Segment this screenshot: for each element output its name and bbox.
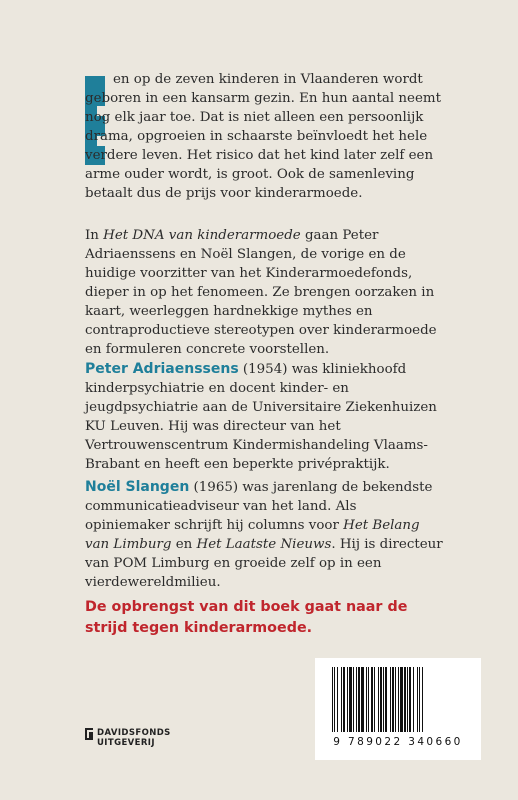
barcode-bar: [332, 667, 333, 732]
barcode-bar: [349, 667, 352, 732]
newspaper-title: Het Laatste Nieuws: [196, 537, 332, 552]
barcode-bar: [409, 667, 411, 732]
barcode-bar: [341, 667, 342, 732]
barcode-bar: [390, 667, 391, 732]
publisher-mark-icon: [85, 728, 93, 740]
publisher-name: [97, 728, 171, 748]
barcode-bar: [334, 667, 335, 732]
book-title: Het DNA van kinderarmoede: [103, 228, 301, 243]
barcode-bar: [366, 667, 367, 732]
barcode-bar: [392, 667, 394, 732]
newspaper-title: Het Belang van Limburg: [85, 518, 420, 552]
closing-statement: De opbrengst van dit boek gaat naar de strijd tegen kinderarmoede.: [85, 599, 408, 636]
barcode-bar: [353, 667, 354, 732]
isbn-number: 9 789022 340660: [333, 736, 463, 748]
author-bio-slangen: [85, 478, 445, 592]
barcode-bar: [422, 667, 423, 732]
author-bio-text: en: [171, 537, 197, 552]
author-bio-adriaenssens: [85, 360, 445, 474]
barcode: [315, 658, 481, 760]
author-bio-text: (1954) was kliniekhoofd kinderpsychiatrie en docent kinder- en jeugdpsychiatrie aan de Universitaire Ziekenhuizen KU Leuven. Hij was directeur van het Vertrouwenscentrum Kindermishandeling Vlaams-Brabant en heeft een beperkte privépraktijk.: [85, 362, 437, 472]
author-bio-text: . Hij is directeur van POM Limburg en groeide zelf op in een vierdewereldmilieu.: [85, 537, 443, 590]
barcode-bar: [385, 667, 387, 732]
barcode-bar: [371, 667, 373, 732]
barcode-bar: [337, 667, 338, 732]
barcode-bar: [404, 667, 406, 732]
publisher-line1: DAVIDSFONDS: [97, 728, 171, 738]
barcode-bar: [398, 667, 399, 732]
barcode-bar: [368, 667, 369, 732]
author-name: Peter Adriaenssens: [85, 361, 239, 377]
barcode-bar: [378, 667, 379, 732]
summary-text: gaan Peter Adriaenssens en Noël Slangen, de vorige en de huidige voorzitter van het Kinderarmoedefonds, dieper in op het fenomeen. Ze brengen oorzaken in kaart, weerleggen hardnekkige mythes en contraproductieve stereotypen over kinderarmoede en formuleren concrete voorstellen.: [85, 228, 437, 357]
barcode-bar: [407, 667, 408, 732]
summary-paragraph: [85, 226, 445, 359]
intro-paragraph: [85, 70, 445, 203]
barcode-bar: [361, 667, 364, 732]
barcode-bar: [419, 667, 420, 732]
barcode-bar: [343, 667, 345, 732]
barcode-bar: [380, 667, 382, 732]
barcode-bar: [356, 667, 357, 732]
author-bio-text: (1965) was jarenlang de bekendste communicatieadviseur van het land. Als opiniemaker schrijft hij columns voor: [85, 480, 433, 533]
barcode-bar: [400, 667, 403, 732]
barcode-bar: [395, 667, 396, 732]
barcode-bar: [347, 667, 348, 732]
barcode-bar: [374, 667, 375, 732]
publisher-line2: UITGEVERIJ: [97, 738, 155, 748]
barcode-bar: [383, 667, 384, 732]
summary-prefix: In: [85, 228, 104, 243]
barcode-bar: [417, 667, 418, 732]
barcode-bar: [358, 667, 360, 732]
barcode-bars: [332, 667, 464, 732]
intro-text: en op de zeven kinderen in Vlaanderen wordt geboren in een kansarm gezin. En hun aantal neemt nog elk jaar toe. Dat is niet alleen een persoonlijk drama, opgroeien in schaarste beïnvloedt het hele verdere leven. Het risico dat het kind later zelf een arme ouder wordt, is groot. Ook de samenleving betaalt dus de prijs voor kinderarmoede.: [85, 72, 441, 201]
barcode-bar: [413, 667, 414, 732]
author-name: Noël Slangen: [85, 479, 190, 495]
